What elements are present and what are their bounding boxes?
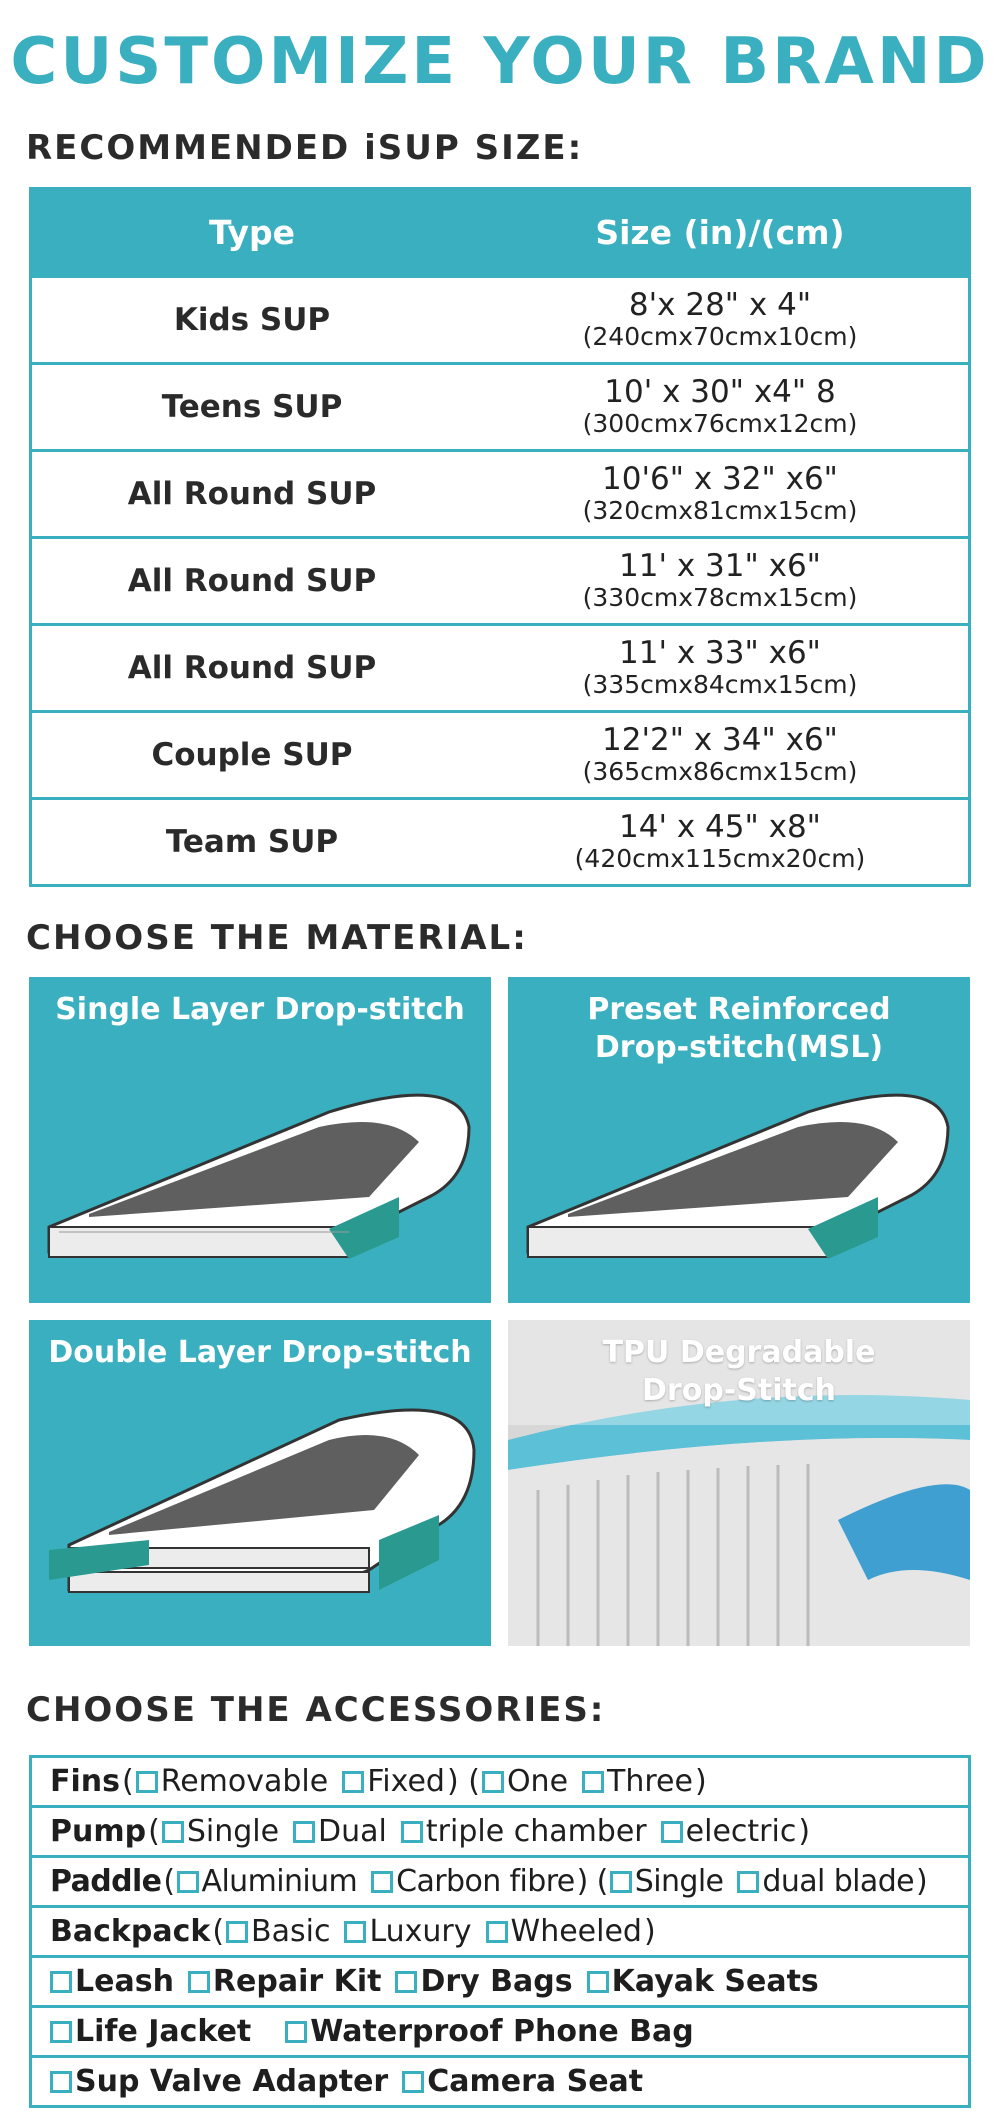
pump-label: Pump xyxy=(50,1814,147,1849)
checkbox[interactable] xyxy=(582,1771,604,1793)
header-type: Type xyxy=(208,213,296,252)
row-type: All Round SUP xyxy=(127,476,377,512)
option-carbon-fibre[interactable]: Carbon fibre xyxy=(371,1864,574,1899)
option-life-jacket[interactable]: Life Jacket xyxy=(50,2014,251,2049)
fins-label: Fins xyxy=(50,1764,120,1799)
checkbox[interactable] xyxy=(226,1921,248,1943)
checkbox[interactable] xyxy=(610,1871,632,1893)
row-size-cm: (420cmx115cmx20cm) xyxy=(574,844,866,873)
row-size-in: 10' x 30" x4" 8 xyxy=(604,374,836,410)
accessory-row-paddle: Paddle ( Aluminium Carbon fibre ) ( Single dual blade ) xyxy=(32,1855,968,1905)
row-size-cm: (300cmx76cmx12cm) xyxy=(582,409,858,438)
row-type: All Round SUP xyxy=(127,563,377,599)
option-one[interactable]: One xyxy=(482,1764,568,1799)
option-dual[interactable]: Dual xyxy=(293,1814,387,1849)
option-triple-chamber[interactable]: triple chamber xyxy=(401,1814,647,1849)
option-waterproof-phone-bag[interactable]: Waterproof Phone Bag xyxy=(285,2014,693,2049)
accessories-section-heading: CHOOSE THE ACCESSORIES: xyxy=(26,1690,606,1730)
accessory-row-extras-2 xyxy=(32,2005,968,2055)
checkbox[interactable] xyxy=(486,1921,508,1943)
table-row xyxy=(32,275,968,362)
checkbox[interactable] xyxy=(402,2071,424,2093)
table-row xyxy=(32,710,968,797)
material-single-layer[interactable] xyxy=(29,977,491,1303)
row-size-cm: (240cmx70cmx10cm) xyxy=(582,322,858,351)
accessories-table xyxy=(29,1755,971,2108)
checkbox[interactable] xyxy=(371,1871,393,1893)
checkbox[interactable] xyxy=(482,1771,504,1793)
accessory-row-extras-3 xyxy=(32,2055,968,2105)
material-label: TPU Degradable Drop-Stitch xyxy=(602,1335,876,1408)
option-basic[interactable]: Basic xyxy=(226,1914,330,1949)
size-section-heading: RECOMMENDED iSUP SIZE: xyxy=(26,128,584,168)
option-electric[interactable]: electric xyxy=(661,1814,797,1849)
option-repair-kit[interactable]: Repair Kit xyxy=(188,1964,382,1999)
option-kayak-seats[interactable]: Kayak Seats xyxy=(587,1964,819,1999)
row-size-in: 8'x 28" x 4" xyxy=(628,287,812,323)
checkbox[interactable] xyxy=(50,1971,72,1993)
option-camera-seat[interactable]: Camera Seat xyxy=(402,2064,643,2099)
checkbox[interactable] xyxy=(401,1821,423,1843)
backpack-label: Backpack xyxy=(50,1914,211,1949)
table-row xyxy=(32,797,968,884)
paddle-label: Paddle xyxy=(50,1864,162,1899)
checkbox[interactable] xyxy=(661,1821,683,1843)
checkbox[interactable] xyxy=(177,1871,199,1893)
checkbox[interactable] xyxy=(188,1971,210,1993)
option-dry-bags[interactable]: Dry Bags xyxy=(395,1964,572,1999)
option-single-blade[interactable]: Single xyxy=(610,1864,724,1899)
accessory-row-extras-1 xyxy=(32,1955,968,2005)
checkbox[interactable] xyxy=(342,1771,364,1793)
table-row xyxy=(32,536,968,623)
option-fixed[interactable]: Fixed xyxy=(342,1764,445,1799)
option-leash[interactable]: Leash xyxy=(50,1964,174,1999)
checkbox[interactable] xyxy=(162,1821,184,1843)
accessory-row-pump: Pump ( Single Dual triple chamber electric ) xyxy=(32,1805,968,1855)
checkbox[interactable] xyxy=(293,1821,315,1843)
material-label: Single Layer Drop-stitch xyxy=(55,992,465,1027)
row-type: Couple SUP xyxy=(151,737,353,773)
option-wheeled[interactable]: Wheeled xyxy=(486,1914,642,1949)
option-aluminium[interactable]: Aluminium xyxy=(177,1864,358,1899)
size-table-header xyxy=(32,190,968,275)
row-type: Kids SUP xyxy=(173,302,331,338)
row-type: Team SUP xyxy=(165,824,339,860)
material-tpu-degradable[interactable] xyxy=(508,1320,970,1646)
checkbox[interactable] xyxy=(285,2021,307,2043)
checkbox[interactable] xyxy=(587,1971,609,1993)
row-type: All Round SUP xyxy=(127,650,377,686)
option-single-pump[interactable]: Single xyxy=(162,1814,279,1849)
option-removable[interactable]: Removable xyxy=(136,1764,329,1799)
table-row xyxy=(32,623,968,710)
row-size-in: 12'2" x 34" x6" xyxy=(602,722,838,758)
row-size-in: 11' x 31" x6" xyxy=(619,548,821,584)
checkbox[interactable] xyxy=(50,2021,72,2043)
table-row xyxy=(32,362,968,449)
material-label: Preset Reinforced Drop-stitch(MSL) xyxy=(587,992,891,1065)
row-size-cm: (335cmx84cmx15cm) xyxy=(582,670,858,699)
material-section-heading: CHOOSE THE MATERIAL: xyxy=(26,918,528,958)
option-sup-valve-adapter[interactable]: Sup Valve Adapter xyxy=(50,2064,388,2099)
checkbox[interactable] xyxy=(737,1871,759,1893)
header-size: Size (in)/(cm) xyxy=(595,213,845,252)
option-luxury[interactable]: Luxury xyxy=(344,1914,471,1949)
material-label: Double Layer Drop-stitch xyxy=(48,1335,472,1370)
row-size-cm: (320cmx81cmx15cm) xyxy=(582,496,858,525)
checkbox[interactable] xyxy=(50,2071,72,2093)
row-size-cm: (330cmx78cmx15cm) xyxy=(582,583,858,612)
material-preset-reinforced[interactable] xyxy=(508,977,970,1303)
row-size-cm: (365cmx86cmx15cm) xyxy=(582,757,858,786)
option-dual-blade[interactable]: dual blade xyxy=(737,1864,914,1899)
row-size-in: 11' x 33" x6" xyxy=(619,635,821,671)
option-three[interactable]: Three xyxy=(582,1764,693,1799)
checkbox[interactable] xyxy=(136,1771,158,1793)
page-title: CUSTOMIZE YOUR BRAND xyxy=(10,25,990,99)
accessory-row-backpack: Backpack ( Basic Luxury Wheeled ) xyxy=(32,1905,968,1955)
size-table xyxy=(29,187,971,887)
table-row xyxy=(32,449,968,536)
accessory-row-fins: Fins ( Removable Fixed ) ( One Three ) xyxy=(50,1764,707,1799)
row-size-in: 14' x 45" x8" xyxy=(619,809,821,845)
checkbox[interactable] xyxy=(344,1921,366,1943)
checkbox[interactable] xyxy=(395,1971,417,1993)
material-double-layer[interactable] xyxy=(29,1320,491,1646)
row-size-in: 10'6" x 32" x6" xyxy=(602,461,838,497)
row-type: Teens SUP xyxy=(161,389,343,425)
